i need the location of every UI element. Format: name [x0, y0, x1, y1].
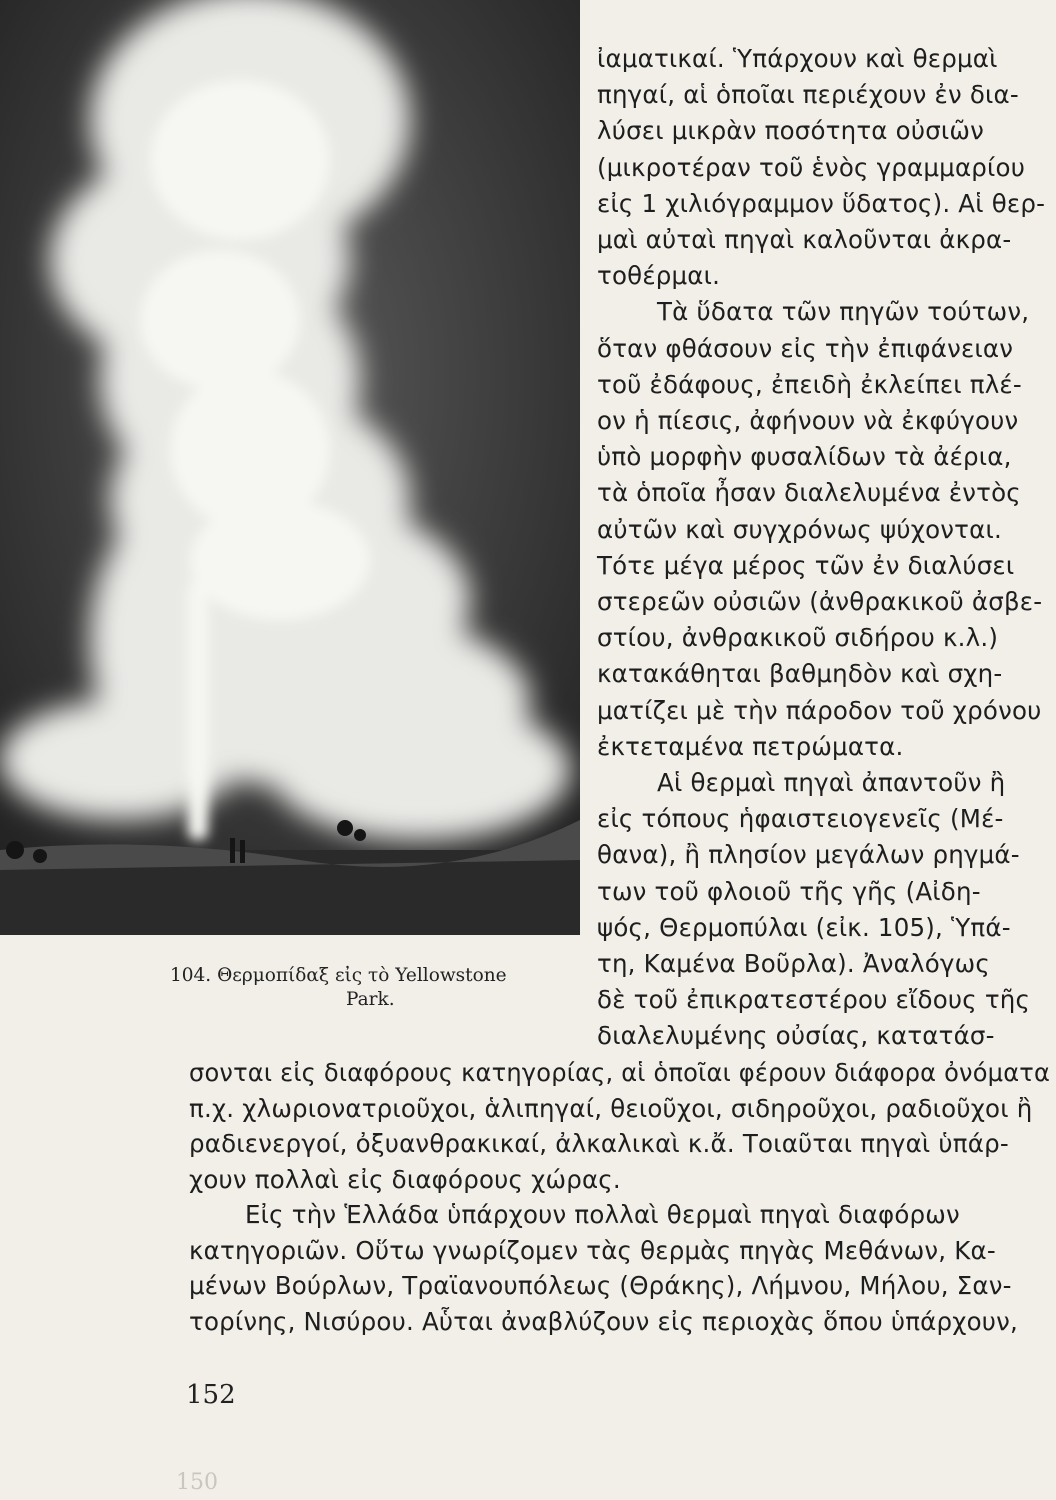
text-line: ον ἡ πίεσις, ἀφήνουν νὰ ἐκφύγουν [597, 406, 1019, 435]
text-line: εἰς 1 χιλιόγραμμον ὕδατος). Αἱ θερ- [597, 188, 1046, 218]
text-line: κατακάθηται βαθμηδὸν καὶ σχη- [597, 659, 1003, 689]
bleed-through-page-number: 150 [176, 1470, 218, 1495]
text-line: τοθέρμαι. [597, 261, 721, 291]
text-line: μαὶ αὐταὶ πηγαὶ καλοῦνται ἀκρα- [597, 225, 1012, 254]
caption-line-2: Park. [346, 989, 395, 1010]
text-line: πηγαί, αἱ ὁποῖαι περιέχουν ἐν δια- [597, 80, 1019, 110]
text-line: δὲ τοῦ ἐπικρατεστέρου εἴδους τῆς [597, 985, 1031, 1015]
text-line: μένων Βούρλων, Τραϊανουπόλεως (Θράκης), Λήμνου, Μήλου, Σαν- [189, 1271, 1012, 1300]
text-line: στίου, ἀνθρακικοῦ σιδήρου κ.λ.) [597, 623, 999, 653]
text-line: ψός, Θερμοπύλαι (εἰκ. 105), Ὑπά- [597, 912, 1011, 942]
text-line: τορίνης, Νισύρου. Αὗται ἀναβλύζουν εἰς περιοχὰς ὅπου ὑπάρχουν, [189, 1306, 1019, 1336]
text-line: Τότε μέγα μέρος τῶν ἐν διαλύσει [597, 550, 1015, 580]
text-line: ματίζει μὲ τὴν πάροδον τοῦ χρόνου [597, 695, 1042, 725]
text-line: κατηγοριῶν. Οὕτω γνωρίζομεν τὰς θερμὰς πηγὰς Μεθάνων, Κα- [189, 1235, 996, 1265]
text-line: τη, Καμένα Βοῦρλα). Ἀναλόγως [597, 949, 990, 978]
text-line: π.χ. χλωριονατριοῦχοι, ἁλιπηγαί, θειοῦχοι, σιδηροῦχοι, ραδιοῦχοι ἢ [189, 1093, 1033, 1123]
geyser-photo [0, 0, 580, 935]
text-line: ραδιενεργοί, ὀξυανθρακικαί, ἀλκαλικαὶ κ.ἄ. Τοιαῦται πηγαὶ ὑπάρ- [189, 1129, 1009, 1158]
caption-line-1: 104. Θερμοπίδαξ εἰς τὸ Yellowstone [170, 965, 507, 986]
text-line: χουν πολλαὶ εἰς διαφόρους χώρας. [189, 1164, 621, 1194]
text-line: διαλελυμένης οὐσίας, κατατάσ- [597, 1021, 995, 1051]
text-line: αὐτῶν καὶ συγχρόνως ψύχονται. [597, 514, 1002, 544]
text-line: εἰς τόπους ἡφαιστειογενεῖς (Μέ- [597, 804, 1004, 834]
geyser-illustration [0, 0, 580, 935]
text-line: θανα), ἢ πλησίον μεγάλων ρηγμά- [597, 840, 1020, 870]
text-line: Αἱ θερμαὶ πηγαὶ ἀπαντοῦν ἢ [657, 768, 1006, 797]
page-number: 152 [186, 1380, 236, 1410]
text-line: ὅταν φθάσουν εἰς τὴν ἐπιφάνειαν [597, 333, 1014, 363]
text-line: Εἰς τὴν Ἑλλάδα ὑπάρχουν πολλαὶ θερμαὶ πηγαὶ διαφόρων [245, 1200, 960, 1229]
text-line: Τὰ ὕδατα τῶν πηγῶν τούτων, [657, 297, 1030, 327]
text-line: σονται εἰς διαφόρους κατηγορίας, αἱ ὁποῖαι φέρουν διάφορα ὀνόματα [189, 1058, 1051, 1087]
text-line: λύσει μικρὰν ποσότητα οὐσιῶν [597, 116, 985, 146]
text-line: τὰ ὁποῖα ἦσαν διαλελυμένα ἐντὸς [597, 478, 1021, 508]
text-line: (μικροτέραν τοῦ ἑνὸς γραμμαρίου [597, 152, 1026, 182]
text-line: ἐκτεταμένα πετρώματα. [597, 731, 904, 761]
text-line: ἰαματικαί. Ὑπάρχουν καὶ θερμαὶ [597, 44, 998, 73]
text-line: τοῦ ἐδάφους, ἐπειδὴ ἐκλείπει πλέ- [597, 369, 1022, 399]
text-line: ὑπὸ μορφὴν φυσαλίδων τὰ ἀέρια, [597, 442, 1012, 472]
text-line: των τοῦ φλοιοῦ τῆς γῆς (Αἰδη- [597, 876, 981, 906]
figure-caption [170, 964, 585, 1012]
text-line: στερεῶν οὐσιῶν (ἀνθρακικοῦ ἀσβε- [597, 587, 1043, 616]
